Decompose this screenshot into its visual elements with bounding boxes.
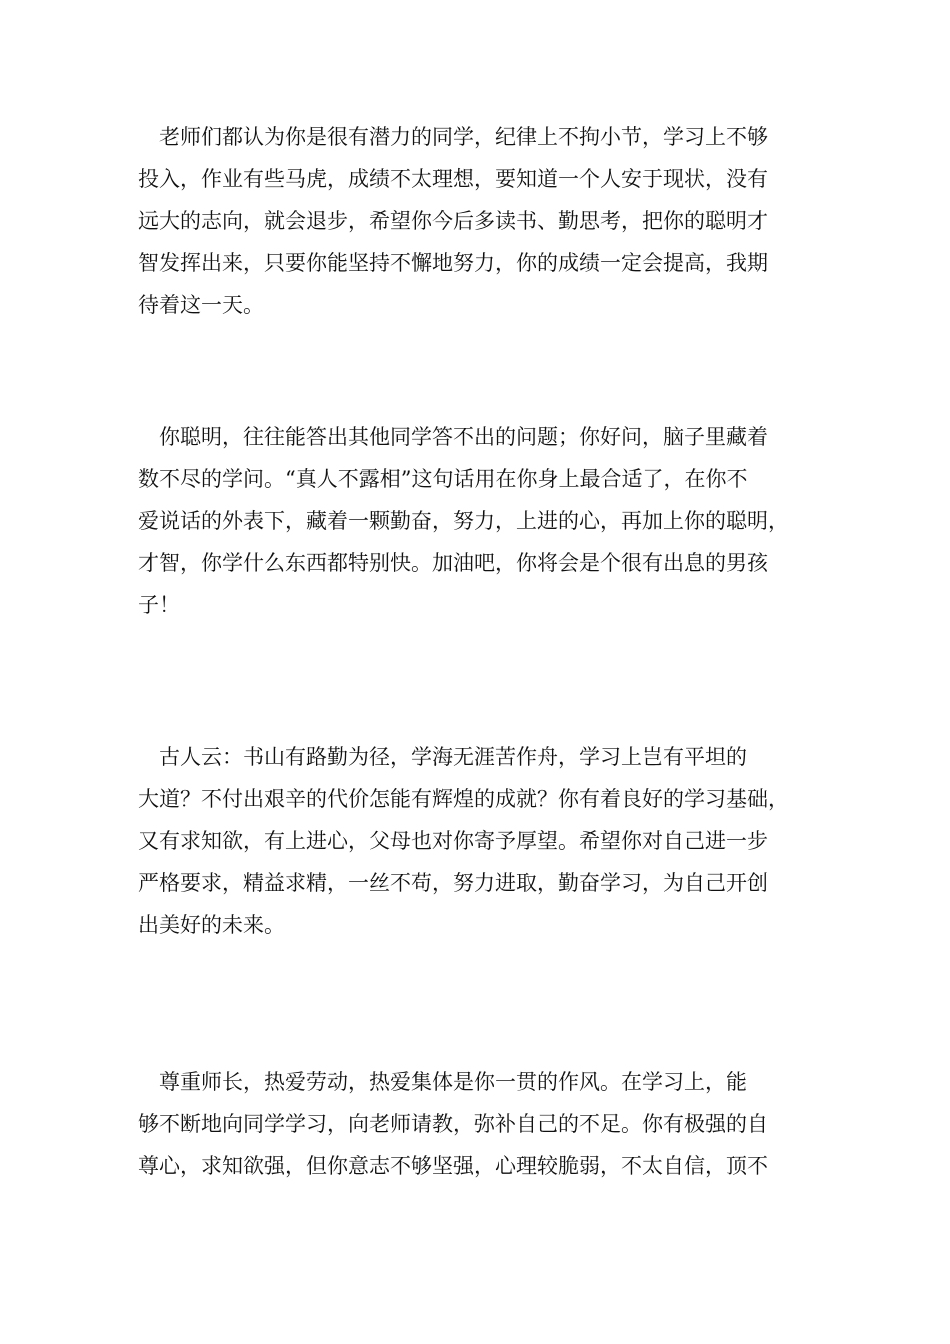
paragraph-line: 远大的志向，就会退步，希望你今后多读书、勤思考，把你的聪明才 [138, 209, 768, 233]
paragraph-line: 又有求知欲，有上进心，父母也对你寄予厚望。希望你对自己进一步 [138, 829, 768, 853]
paragraph-line: 待着这一天。 [138, 293, 264, 317]
paragraph-line: 子！ [138, 593, 180, 617]
paragraph-line: 够不断地向同学学习，向老师请教，弥补自己的不足。你有极强的自 [138, 1112, 768, 1136]
paragraph-line: 智发挥出来，只要你能坚持不懈地努力，你的成绩一定会提高，我期 [138, 251, 768, 275]
paragraph-line: 爱说话的外表下，藏着一颗勤奋，努力，上进的心，再加上你的聪明， [138, 509, 789, 533]
paragraph-3 [138, 736, 838, 946]
paragraph-1 [138, 116, 838, 326]
paragraph-line: 投入，作业有些马虎，成绩不太理想，要知道一个人安于现状，没有 [138, 167, 768, 191]
paragraph-line: 老师们都认为你是很有潜力的同学，纪律上不拘小节，学习上不够 [138, 125, 768, 149]
paragraph-line: 数不尽的学问。“真人不露相”这句话用在你身上最合适了，在你不 [138, 467, 748, 491]
paragraph-line: 出美好的未来。 [138, 913, 285, 937]
paragraph-line: 才智，你学什么东西都特别快。加油吧，你将会是个很有出息的男孩 [138, 551, 768, 575]
paragraph-2 [138, 416, 838, 626]
paragraph-4 [138, 1061, 838, 1187]
paragraph-line: 古人云：书山有路勤为径，学海无涯苦作舟，学习上岂有平坦的 [138, 745, 747, 769]
paragraph-line: 你聪明，往往能答出其他同学答不出的问题；你好问，脑子里藏着 [138, 425, 768, 449]
paragraph-line: 大道？不付出艰辛的代价怎能有辉煌的成就？你有着良好的学习基础， [138, 787, 789, 811]
paragraph-line: 严格要求，精益求精，一丝不苟，努力进取，勤奋学习，为自己开创 [138, 871, 768, 895]
paragraph-line: 尊心，求知欲强，但你意志不够坚强，心理较脆弱，不太自信，顶不 [138, 1154, 768, 1178]
paragraph-line: 尊重师长，热爱劳动，热爱集体是你一贯的作风。在学习上，能 [138, 1070, 747, 1094]
